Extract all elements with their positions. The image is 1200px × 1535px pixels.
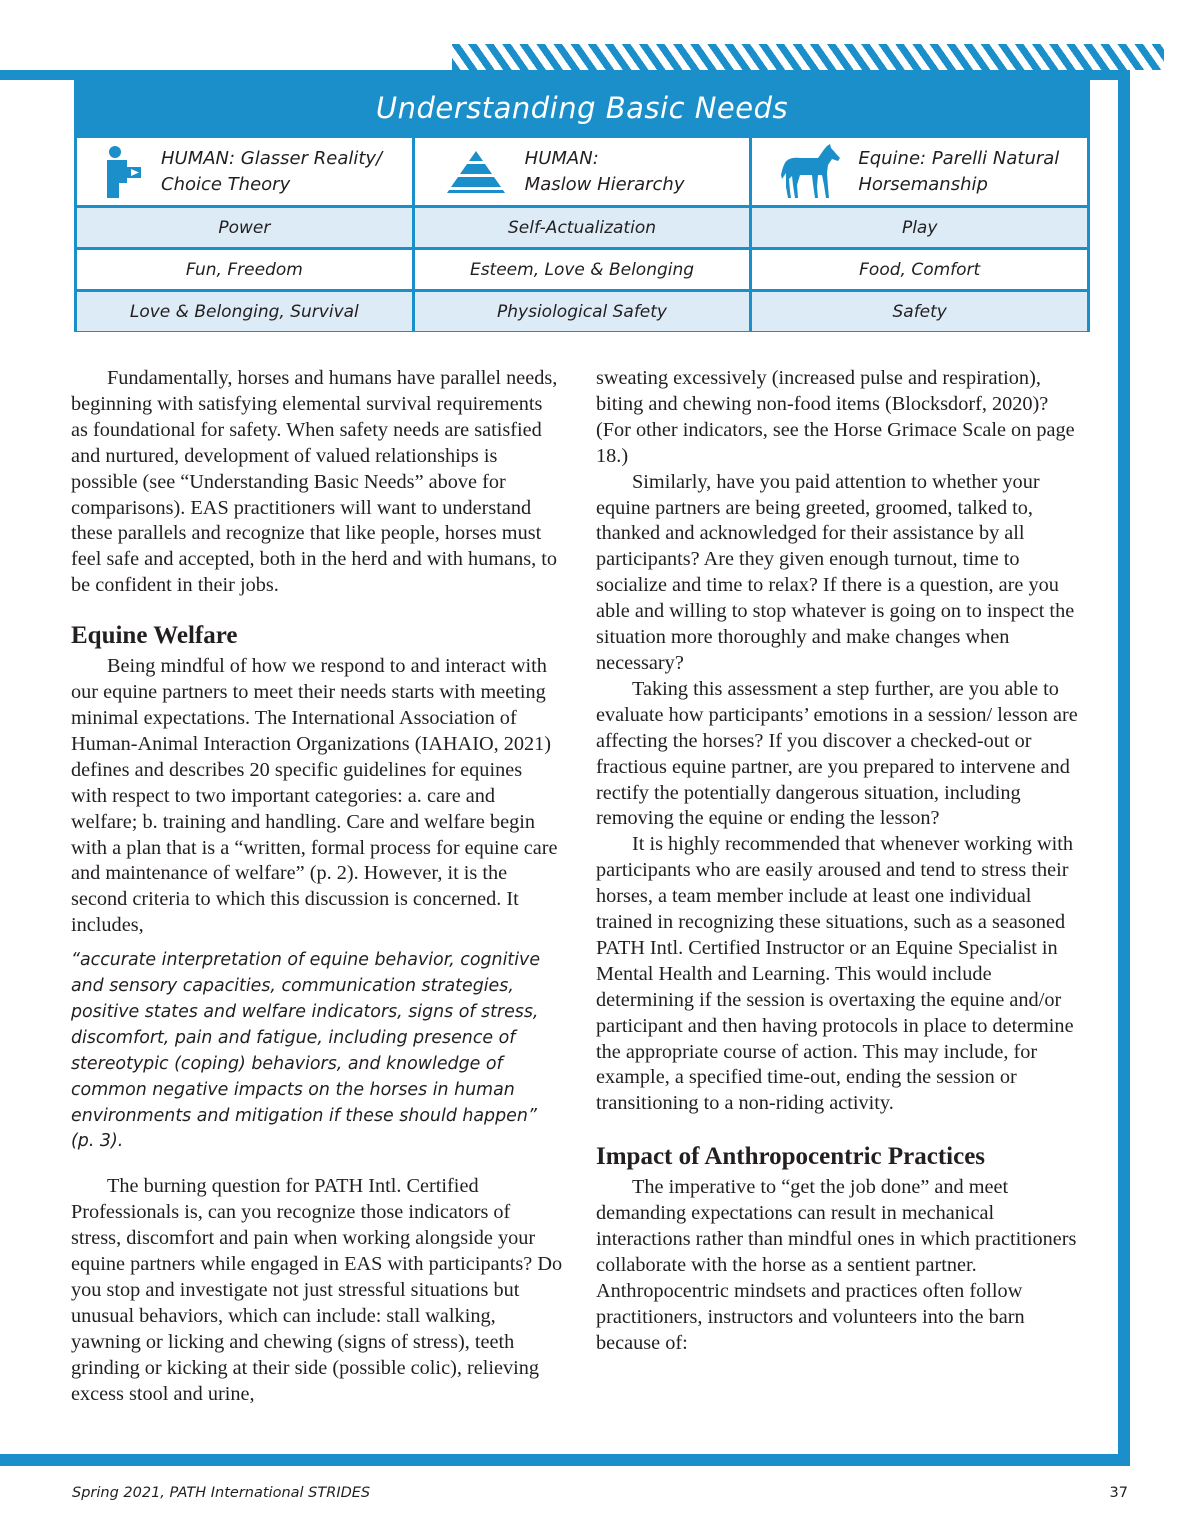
table-cell: Safety	[749, 292, 1087, 331]
body-paragraph: The burning question for PATH Intl. Certified Professionals is, can you recognize those indicators of stress, discomfort and pain when working alongside your equine partners while engaged in EAS with participants? Do you stop and investigate not just stressful situations but unusual behaviors, which can include: stall walking, yawning or licking and chewing (signs of stress), teeth grinding or kicking at their side (possible colic), relieving excess stool and urine,	[71, 1175, 563, 1405]
body-paragraph: Similarly, have you paid attention to whether your equine partners are being greeted, groomed, talked to, thanked and acknowledged for their assistance by all participants? Are they given enough turnout, time to socialize and time to relax? If there is a question, are you able and willing to stop whatever is going on to inspect the situation more thoroughly and make changes when necessary?	[596, 470, 1075, 674]
decorative-stripes	[452, 44, 1164, 70]
pyramid-icon	[443, 149, 509, 195]
person-choice-icon	[105, 145, 145, 199]
page-frame-bottom	[0, 1454, 1130, 1466]
table-cell: Self-Actualization	[412, 208, 750, 247]
table-cell: Physiological Safety	[412, 292, 750, 331]
section-heading: Impact of Anthropocentric Practices	[596, 1143, 986, 1171]
table-cell: Fun, Freedom	[185, 259, 303, 280]
horse-icon	[780, 143, 842, 201]
header-glasser	[77, 138, 412, 205]
section-heading: Equine Welfare	[71, 622, 238, 650]
table-header-row	[77, 135, 1087, 205]
left-column	[71, 366, 563, 1408]
body-paragraph: sweating excessively (increased pulse and respiration), biting and chewing non-food items (Blocksdorf, 2020)? (For other indicators, see the Horse Grimace Scale on page 18.)	[596, 367, 1075, 467]
block-quote: “accurate interpretation of equine behavior, cognitive and sensory capacities, communication strategies, positive states and welfare indicators, signs of stress, discomfort, pain and fatigue, including presence of stereotypic (coping) behaviors, and knowledge of common negative impacts on the horses in human environments and mitigation if these should happen” (p. 3).	[71, 950, 541, 1152]
right-column	[596, 366, 1088, 1357]
header-label-glasser: HUMAN: Glasser Reality/ Choice Theory	[161, 147, 383, 195]
body-paragraph: It is highly recommended that whenever working with participants who are easily aroused and tend to stress their horses, a team member include at least one individual trained in recognizing these situations, such as a seasoned PATH Intl. Certified Instructor or an Equine Specialist in Mental Health and Learning. This would include determining if the session is overtaxing the equine and/or participant and then having protocols in place to determine the appropriate course of action. This may include, for example, a specified time-out, ending the session or transitioning to a non-riding activity.	[596, 833, 1074, 1115]
page-number: 37	[1109, 1485, 1128, 1501]
header-label-maslow: HUMAN: Maslow Hierarchy	[524, 147, 685, 195]
basic-needs-table	[74, 78, 1090, 332]
body-paragraph: Taking this assessment a step further, are you able to evaluate how participants’ emotions in a session/ lesson are affecting the horses? If you discover a checked-out or fractious equine partner, are you prepared to intervene and rectify the potentially dangerous situation, including removing the equine or ending the lesson?	[596, 677, 1078, 830]
body-paragraph: Fundamentally, horses and humans have parallel needs, beginning with satisfying elemental survival requirements as foundational for safety. When safety needs are satisfied and nurtured, development of valued relationships is possible (see “Understanding Basic Needs” above for comparisons). EAS practitioners will want to understand these parallels and recognize that like people, horses must feel safe and accepted, both in the herd and with humans, to be confident in their jobs.	[71, 367, 558, 597]
header-parelli	[749, 138, 1087, 205]
table-cell: Play	[749, 208, 1087, 247]
table-row	[77, 247, 1087, 289]
header-label-parelli: Equine: Parelli Natural Horsemanship	[858, 147, 1060, 195]
table-row	[77, 289, 1087, 331]
table-cell: Food, Comfort	[749, 250, 1087, 289]
footer-publication: Spring 2021, PATH International STRIDES	[72, 1485, 371, 1501]
header-maslow	[412, 138, 750, 205]
table-cell: Power	[218, 217, 271, 238]
table-row	[77, 205, 1087, 247]
table-cell: Esteem, Love & Belonging	[412, 250, 750, 289]
body-paragraph: Being mindful of how we respond to and interact with our equine partners to meet their needs starts with meeting minimal expectations. The International Association of Human-Animal Interaction Organizations (IAHAIO, 2021) defines and describes 20 specific guidelines for equines with respect to two important categories: a. care and welfare; b. training and handling. Care and welfare begin with a plan that is a “written, formal process for equine care and maintenance of welfare” (p. 2). However, it is the second criteria to which this discussion is concerned. It includes,	[71, 655, 558, 937]
table-title: Understanding Basic Needs	[77, 81, 1087, 135]
table-cell: Love & Belonging, Survival	[129, 301, 359, 322]
body-paragraph: The imperative to “get the job done” and meet demanding expectations can result in mechanical interactions rather than mindful ones in which practitioners collaborate with the horse as a sentient partner. Anthropocentric mindsets and practices often follow practitioners, instructors and volunteers into the barn because of:	[596, 1176, 1077, 1354]
page-frame-right	[1118, 70, 1130, 1466]
